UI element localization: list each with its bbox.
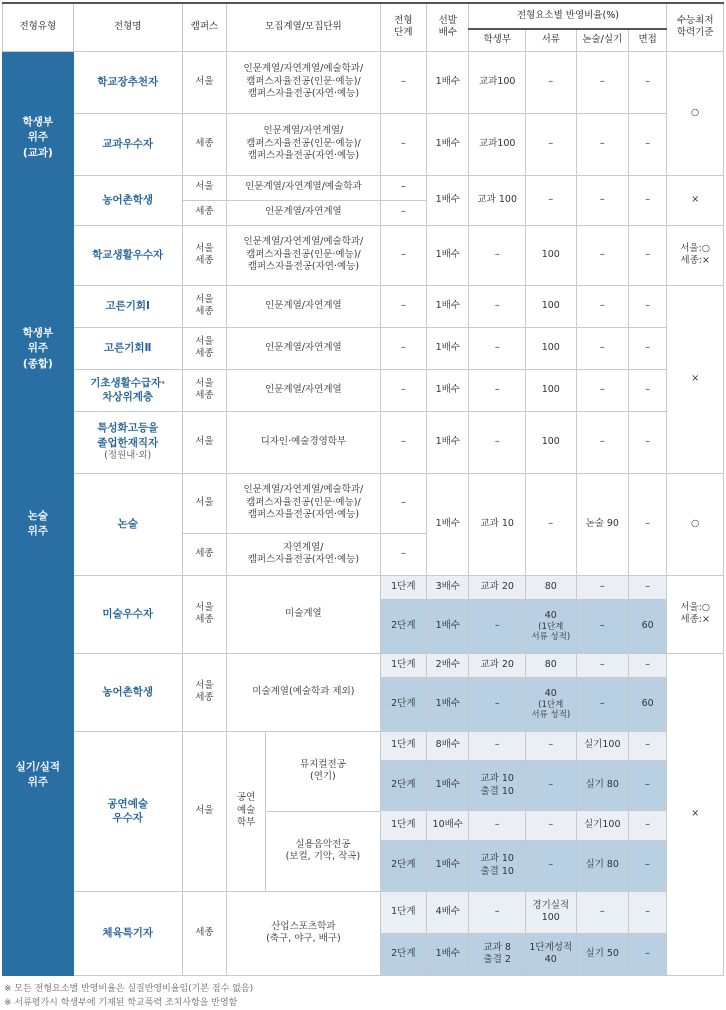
table-row [3, 51, 724, 113]
ratio-cell: 10배수 [427, 811, 469, 840]
docs-cell: – [526, 473, 576, 575]
ratio-cell: 1배수 [427, 677, 469, 731]
program-name: 교과우수자 [73, 113, 182, 175]
essay-cell: – [576, 369, 629, 411]
stage-cell: – [380, 175, 426, 200]
csat-cell: ○ [667, 473, 724, 575]
table-row [3, 285, 724, 327]
ratio-cell: 1배수 [427, 473, 469, 575]
stage-cell: – [380, 411, 426, 473]
record-cell: 교과 10 출결 10 [469, 760, 526, 811]
ratio-cell: 1배수 [427, 760, 469, 811]
table-row [3, 575, 724, 599]
essay-cell: 실기100 [576, 811, 629, 840]
stage-cell: 2단계 [380, 933, 426, 975]
table-row [3, 327, 724, 369]
docs-cell: – [526, 175, 576, 225]
interview-cell: 60 [629, 599, 667, 653]
csat-cell: × [667, 285, 724, 473]
docs-cell: 100 [526, 369, 576, 411]
record-cell: – [469, 225, 526, 285]
docs-cell: 100 [526, 411, 576, 473]
record-cell: 교과 10 출결 10 [469, 840, 526, 891]
stage-cell: – [380, 225, 426, 285]
campus-cell: 서울 [182, 51, 226, 113]
interview-cell: – [629, 225, 667, 285]
campus-cell: 서울 [182, 411, 226, 473]
docs-cell: – [526, 811, 576, 840]
campus-cell: 세종 [182, 533, 226, 575]
record-cell: – [469, 327, 526, 369]
unit-cell: 디자인·예술경영학부 [227, 411, 380, 473]
essay-cell: 실기 80 [576, 760, 629, 811]
ratio-cell: 1배수 [427, 840, 469, 891]
stage-cell: 2단계 [380, 840, 426, 891]
stage-cell: – [380, 473, 426, 533]
ratio-cell: 1배수 [427, 411, 469, 473]
ratio-cell: 2배수 [427, 653, 469, 677]
interview-cell: – [629, 51, 667, 113]
essay-cell: – [576, 285, 629, 327]
program-name: 학교장추천자 [73, 51, 182, 113]
docs-value: 40 [528, 688, 573, 700]
csat-cell: × [667, 175, 724, 225]
essay-cell: – [576, 891, 629, 933]
docs-value: 40 [528, 610, 573, 622]
essay-cell: – [576, 575, 629, 599]
essay-cell: – [576, 51, 629, 113]
col-header-factors: 전형요소별 반영비율(%) [469, 3, 667, 29]
campus-cell: 서울 세종 [182, 653, 226, 731]
unit-cell: 인문계열/자연계열 [227, 285, 380, 327]
docs-note: (1단계 서류 성적) [528, 700, 573, 720]
csat-cell: 서울:○ 세종:× [667, 225, 724, 285]
footnote: ※ 서류평가시 학생부에 기재된 학교폭력 조치사항을 반영함 [4, 996, 726, 1010]
footnotes [4, 982, 726, 1010]
csat-cell: 서울:○ 세종:× [667, 575, 724, 653]
essay-cell: – [576, 599, 629, 653]
record-cell: – [469, 731, 526, 760]
interview-cell: 60 [629, 677, 667, 731]
stage-cell: 1단계 [380, 731, 426, 760]
docs-cell: – [526, 760, 576, 811]
unit-cell: 인문계열/자연계열 [227, 200, 380, 225]
table-row [3, 473, 724, 533]
program-name: 학교생활우수자 [73, 225, 182, 285]
program-name: 체육특기자 [73, 891, 182, 975]
docs-cell: 100 [526, 285, 576, 327]
interview-cell: – [629, 933, 667, 975]
campus-cell: 서울 [182, 473, 226, 533]
unit-cell: 인문계열/자연계열/예술학과/ 캠퍼스자율전공(인문·예능)/ 캠퍼스자율전공(자연·예능) [227, 473, 380, 533]
stage-cell: 1단계 [380, 653, 426, 677]
interview-cell: – [629, 473, 667, 575]
ratio-cell: 1배수 [427, 327, 469, 369]
docs-cell: – [526, 113, 576, 175]
col-header-unit: 모집계열/모집단위 [227, 3, 380, 51]
essay-cell: – [576, 677, 629, 731]
stage-cell: 1단계 [380, 811, 426, 840]
ratio-cell: 1배수 [427, 175, 469, 225]
ratio-cell: 1배수 [427, 933, 469, 975]
unit-cell: 미술계열 [227, 575, 380, 653]
program-name-note: (정원내·외) [76, 450, 180, 463]
record-cell: 교과 10 [469, 473, 526, 575]
unit-cell: 미술계열(예술학과 제외) [227, 653, 380, 731]
campus-cell: 세종 [182, 113, 226, 175]
record-cell: – [469, 285, 526, 327]
col-header-type: 전형유형 [3, 3, 74, 51]
stage-cell: – [380, 51, 426, 113]
campus-cell: 서울 세종 [182, 285, 226, 327]
docs-cell [526, 599, 576, 653]
interview-cell: – [629, 575, 667, 599]
record-cell: 교과 100 [469, 175, 526, 225]
footnote: ※ 모든 전형요소별 반영비율은 실질반영비율임(기본 점수 없음) [4, 982, 726, 996]
stage-cell: – [380, 369, 426, 411]
col-header-interview: 면접 [629, 29, 667, 51]
record-cell: – [469, 411, 526, 473]
stage-cell: – [380, 285, 426, 327]
col-header-essay: 논술/실기 [576, 29, 629, 51]
unit-cell [227, 731, 380, 891]
docs-cell: 80 [526, 653, 576, 677]
program-name: 논술 [73, 473, 182, 575]
docs-cell [526, 677, 576, 731]
campus-cell: 서울 세종 [182, 327, 226, 369]
docs-cell: 100 [526, 327, 576, 369]
col-header-campus: 캠퍼스 [182, 3, 226, 51]
campus-cell: 서울 [182, 731, 226, 891]
docs-cell: 1단계성적 40 [526, 933, 576, 975]
docs-cell: 경기실적 100 [526, 891, 576, 933]
campus-cell: 서울 세종 [182, 575, 226, 653]
col-header-ratio: 선발 배수 [427, 3, 469, 51]
stage-cell: – [380, 200, 426, 225]
essay-cell: – [576, 113, 629, 175]
record-cell: 교과 20 [469, 653, 526, 677]
essay-cell: 실기 50 [576, 933, 629, 975]
docs-cell: 100 [526, 225, 576, 285]
stage-cell: – [380, 327, 426, 369]
table-row [3, 653, 724, 677]
program-name: 고른기회Ⅱ [73, 327, 182, 369]
group-type-cell: 학생부 위주 (교과) [3, 51, 74, 225]
unit-cell: 인문계열/자연계열/예술학과 [227, 175, 380, 200]
major-cell: 실용음악전공 (보컬, 기악, 작곡) [266, 811, 380, 891]
record-cell: 교과100 [469, 113, 526, 175]
stage-cell: 1단계 [380, 891, 426, 933]
record-cell: – [469, 369, 526, 411]
table-row [3, 369, 724, 411]
major-cell: 뮤지컬전공 (연기) [266, 732, 380, 812]
stage-cell: – [380, 113, 426, 175]
record-cell: – [469, 599, 526, 653]
interview-cell: – [629, 327, 667, 369]
interview-cell: – [629, 369, 667, 411]
stage-cell: 2단계 [380, 760, 426, 811]
interview-cell: – [629, 760, 667, 811]
col-header-record: 학생부 [469, 29, 526, 51]
docs-note: (1단계 서류 성적) [528, 622, 573, 642]
unit-cell: 인문계열/자연계열/예술학과/ 캠퍼스자율전공(인문·예능)/ 캠퍼스자율전공(자연·예능) [227, 51, 380, 113]
table-row [3, 225, 724, 285]
stage-cell: – [380, 533, 426, 575]
table-row [3, 891, 724, 933]
table-row [3, 175, 724, 200]
campus-cell: 서울 [182, 175, 226, 200]
program-name-cell [73, 411, 182, 473]
ratio-cell: 1배수 [427, 51, 469, 113]
col-header-docs: 서류 [526, 29, 576, 51]
ratio-cell: 1배수 [427, 225, 469, 285]
csat-cell: × [667, 653, 724, 975]
program-name: 공연예술 우수자 [73, 731, 182, 891]
essay-cell: – [576, 175, 629, 225]
interview-cell: – [629, 731, 667, 760]
group-type-cell: 학생부 위주 (종합) [3, 225, 74, 473]
campus-cell: 세종 [182, 891, 226, 975]
docs-cell: – [526, 731, 576, 760]
essay-cell: – [576, 225, 629, 285]
ratio-cell: 1배수 [427, 285, 469, 327]
admission-table [2, 2, 724, 976]
ratio-cell: 1배수 [427, 113, 469, 175]
stage-cell: 2단계 [380, 599, 426, 653]
essay-cell: – [576, 653, 629, 677]
table-row [3, 731, 724, 760]
interview-cell: – [629, 811, 667, 840]
record-cell: – [469, 811, 526, 840]
essay-cell: 실기100 [576, 731, 629, 760]
program-name: 미술우수자 [73, 575, 182, 653]
program-name: 고른기회Ⅰ [73, 285, 182, 327]
essay-cell: – [576, 327, 629, 369]
essay-cell: – [576, 411, 629, 473]
col-header-csat: 수능최저 학력기준 [667, 3, 724, 51]
unit-cell: 자연계열/ 캠퍼스자율전공(자연·예능) [227, 533, 380, 575]
record-cell: 교과 20 [469, 575, 526, 599]
csat-cell: ○ [667, 51, 724, 175]
table-row [3, 411, 724, 473]
table-row [3, 113, 724, 175]
ratio-cell: 3배수 [427, 575, 469, 599]
ratio-cell: 1배수 [427, 599, 469, 653]
essay-cell: 실기 80 [576, 840, 629, 891]
interview-cell: – [629, 411, 667, 473]
interview-cell: – [629, 653, 667, 677]
ratio-cell: 4배수 [427, 891, 469, 933]
unit-cell: 인문계열/자연계열/예술학과/ 캠퍼스자율전공(인문·예능)/ 캠퍼스자율전공(자연·예능) [227, 225, 380, 285]
record-cell: – [469, 891, 526, 933]
program-name: 농어촌학생 [73, 175, 182, 225]
docs-cell: – [526, 840, 576, 891]
interview-cell: – [629, 840, 667, 891]
ratio-cell: 1배수 [427, 369, 469, 411]
docs-cell: 80 [526, 575, 576, 599]
unit-subtable [227, 732, 379, 891]
program-name: 기초생활수급자· 차상위계층 [73, 369, 182, 411]
campus-cell: 세종 [182, 200, 226, 225]
dept-cell: 공연 예술 학부 [227, 732, 266, 891]
unit-cell: 산업스포츠학과 (축구, 야구, 배구) [227, 891, 380, 975]
interview-cell: – [629, 285, 667, 327]
record-cell: – [469, 677, 526, 731]
ratio-cell: 8배수 [427, 731, 469, 760]
group-type-cell: 논술 위주 [3, 473, 74, 575]
program-name: 특성화고등을 졸업한재직자 [76, 421, 180, 449]
stage-cell: 2단계 [380, 677, 426, 731]
docs-cell: – [526, 51, 576, 113]
campus-cell: 서울 세종 [182, 369, 226, 411]
group-type-cell: 실기/실적 위주 [3, 575, 74, 975]
essay-cell: 논술 90 [576, 473, 629, 575]
col-header-name: 전형명 [73, 3, 182, 51]
stage-cell: 1단계 [380, 575, 426, 599]
interview-cell: – [629, 113, 667, 175]
record-cell: 교과100 [469, 51, 526, 113]
program-name: 농어촌학생 [73, 653, 182, 731]
col-header-stage: 전형 단계 [380, 3, 426, 51]
interview-cell: – [629, 891, 667, 933]
record-cell: 교과 8 출결 2 [469, 933, 526, 975]
interview-cell: – [629, 175, 667, 225]
unit-cell: 인문계열/자연계열 [227, 369, 380, 411]
unit-cell: 인문계열/자연계열 [227, 327, 380, 369]
unit-cell: 인문계열/자연계열/ 캠퍼스자율전공(인문·예능)/ 캠퍼스자율전공(자연·예능) [227, 113, 380, 175]
campus-cell: 서울 세종 [182, 225, 226, 285]
